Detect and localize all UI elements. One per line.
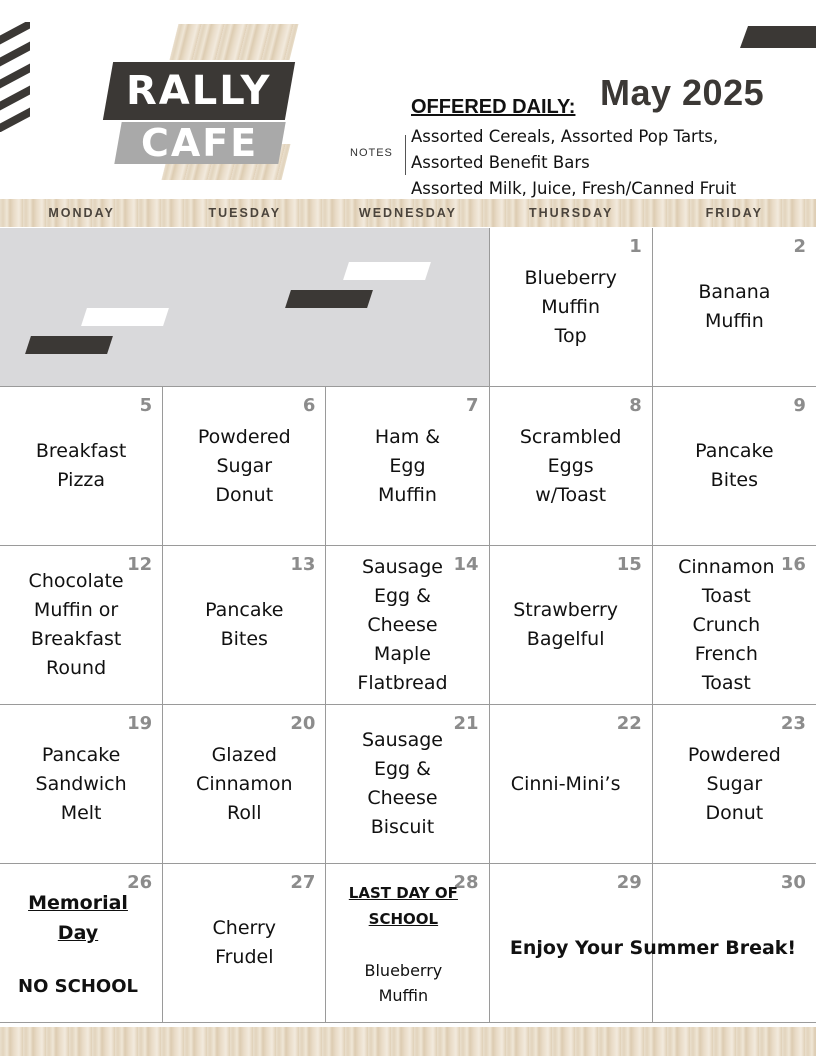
day-cell xyxy=(653,228,816,387)
calendar-grid xyxy=(0,228,816,1023)
day-cell xyxy=(163,546,326,705)
last-day-title: LAST DAY OF SCHOOL xyxy=(348,884,458,928)
day-number: 7 xyxy=(466,395,479,416)
decorative-slash xyxy=(81,308,169,326)
menu-item: Cinni-Mini’s xyxy=(510,772,621,795)
day-number: 13 xyxy=(290,554,316,575)
rally-cafe-logo xyxy=(104,22,304,182)
day-cell xyxy=(326,546,489,705)
offered-daily-notes xyxy=(411,124,736,202)
notes-line: Assorted Benefit Bars xyxy=(411,153,590,172)
weekday-monday: MONDAY xyxy=(48,206,115,220)
menu-item: Powdered Sugar Donut xyxy=(197,425,291,506)
menu-item: Sausage Egg & Cheese Biscuit xyxy=(361,729,443,838)
menu-item: Strawberry Bagelful xyxy=(513,599,619,650)
notes-label: NOTES xyxy=(350,147,393,159)
day-cell xyxy=(490,705,653,864)
menu-item: Banana Muffin xyxy=(698,281,771,332)
logo-cafe-text: CAFE xyxy=(141,121,259,165)
menu-item: Breakfast Pizza xyxy=(35,440,127,491)
day-cell xyxy=(163,387,326,546)
day-cell xyxy=(653,705,816,864)
menu-item: Cinnamon Toast Crunch French Toast xyxy=(678,555,775,694)
day-cell xyxy=(163,864,326,1023)
day-number: 15 xyxy=(616,554,642,575)
notes-line: Assorted Cereals, Assorted Pop Tarts, xyxy=(411,127,719,146)
summer-break-message: Enjoy Your Summer Break! xyxy=(509,937,797,959)
holiday-note: NO SCHOOL xyxy=(18,976,138,997)
menu-item: Glazed Cinnamon Roll xyxy=(196,743,293,824)
day-cell xyxy=(0,387,163,546)
day-number: 16 xyxy=(780,554,806,575)
day-cell xyxy=(0,864,163,1023)
decorative-slash xyxy=(25,336,113,354)
footer-wood-band xyxy=(0,1027,816,1056)
day-number: 2 xyxy=(793,236,806,257)
weekday-friday: FRIDAY xyxy=(705,206,764,220)
day-cell xyxy=(653,387,816,546)
logo-cafe-band xyxy=(114,122,285,164)
decorative-slash xyxy=(343,262,431,280)
menu-item: Pancake Bites xyxy=(695,440,774,491)
day-cell xyxy=(326,705,489,864)
day-number: 5 xyxy=(139,395,153,416)
notes-line: Assorted Milk, Juice, Fresh/Canned Fruit xyxy=(411,179,737,198)
day-number: 22 xyxy=(616,713,642,734)
menu-item: Ham & Egg Muffin xyxy=(374,425,441,506)
menu-item: Pancake Bites xyxy=(205,599,284,650)
weekday-header xyxy=(0,199,816,227)
day-cell xyxy=(490,546,653,705)
day-number: 6 xyxy=(302,395,316,416)
day-cell xyxy=(326,387,489,546)
day-number: 12 xyxy=(127,554,153,575)
menu-item: Chocolate Muffin or Breakfast Round xyxy=(28,570,124,679)
day-number: 30 xyxy=(780,872,806,893)
calendar-week xyxy=(0,546,816,705)
decorative-slash xyxy=(285,290,373,308)
calendar-week xyxy=(0,387,816,546)
day-cell xyxy=(0,705,163,864)
decorative-bar xyxy=(740,26,816,48)
day-cell xyxy=(326,864,489,1023)
weekday-tuesday: TUESDAY xyxy=(208,206,282,220)
day-number: 19 xyxy=(127,713,153,734)
notes-divider xyxy=(405,135,406,175)
day-number: 28 xyxy=(453,872,479,893)
day-number: 29 xyxy=(616,872,642,893)
calendar-week xyxy=(0,228,816,387)
menu-item: Powdered Sugar Donut xyxy=(687,743,781,824)
day-number: 8 xyxy=(629,395,642,416)
day-cell xyxy=(490,387,653,546)
day-cell xyxy=(653,546,816,705)
offered-daily-heading: OFFERED DAILY: xyxy=(411,96,576,118)
menu-item: Pancake Sandwich Melt xyxy=(35,743,127,824)
month-title: May 2025 xyxy=(600,72,765,113)
day-number: 20 xyxy=(290,713,316,734)
menu-item: Scrambled Eggs w/Toast xyxy=(519,425,622,506)
logo-rally-text: RALLY xyxy=(126,68,272,114)
day-number: 14 xyxy=(453,554,479,575)
day-number: 1 xyxy=(629,236,642,257)
day-cell xyxy=(490,228,653,387)
calendar-week xyxy=(0,705,816,864)
decorative-stripes xyxy=(0,22,30,132)
menu-item: Blueberry Muffin Top xyxy=(524,266,617,347)
menu-item: Cherry Frudel xyxy=(212,917,277,968)
day-cell xyxy=(163,705,326,864)
day-number: 9 xyxy=(793,395,806,416)
menu-item: Sausage Egg & Cheese Maple Flatbread xyxy=(357,555,448,694)
day-cell xyxy=(0,546,163,705)
menu-item: Blueberry Muffin xyxy=(364,961,443,1005)
empty-days-area xyxy=(0,228,490,387)
weekday-wednesday: WEDNESDAY xyxy=(358,206,458,220)
weekday-thursday: THURSDAY xyxy=(529,206,614,220)
day-number: 26 xyxy=(127,872,153,893)
holiday-title: Memorial Day xyxy=(28,892,128,944)
day-number: 21 xyxy=(453,713,479,734)
day-number: 23 xyxy=(780,713,806,734)
logo-rally-band xyxy=(103,62,295,120)
day-number: 27 xyxy=(290,872,316,893)
